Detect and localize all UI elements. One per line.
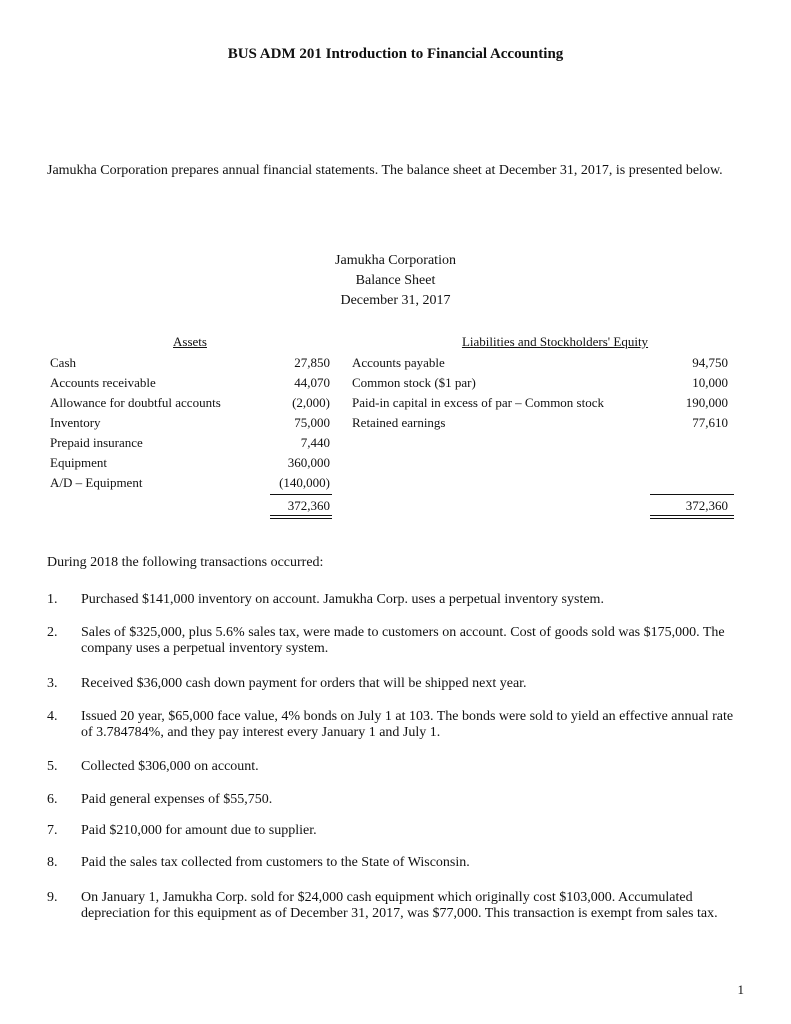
transaction-number: 4. — [47, 709, 58, 724]
transaction-text: Sales of $325,000, plus 5.6% sales tax, were made to customers on account. Cost of goods sold was $175,000. The company uses a perpetual inventory system. — [81, 625, 725, 656]
asset-label: Allowance for doubtful accounts — [50, 395, 221, 410]
assets-total-rule-bottom — [270, 515, 332, 516]
asset-amount: 7,440 — [300, 435, 330, 450]
transaction-text: Paid the sales tax collected from customers to the State of Wisconsin. — [81, 855, 470, 870]
transaction-number: 5. — [47, 759, 58, 774]
asset-label: Prepaid insurance — [50, 435, 143, 450]
asset-amount: 360,000 — [287, 455, 330, 470]
asset-row — [50, 473, 350, 493]
transaction-text: Issued 20 year, $65,000 face value, 4% bonds on July 1 at 103. The bonds were sold to yield an effective annual rate of 3.784784%, and they pay interest every January 1 and July 1. — [81, 709, 734, 740]
transaction-text: Paid $210,000 for amount due to supplier. — [81, 823, 317, 838]
liability-amount: 190,000 — [685, 395, 728, 410]
asset-label: Accounts receivable — [50, 375, 156, 390]
liability-amount: 10,000 — [692, 375, 728, 390]
liability-row — [352, 353, 732, 373]
asset-amount: (140,000) — [279, 475, 330, 490]
assets-heading: Assets — [173, 334, 207, 349]
transaction-text: Collected $306,000 on account. — [81, 759, 259, 774]
transaction-number: 7. — [47, 823, 58, 838]
asset-row — [50, 453, 350, 473]
liability-row — [352, 393, 732, 413]
asset-row — [50, 373, 350, 393]
transaction-text: Purchased $141,000 inventory on account. Jamukha Corp. uses a perpetual inventory system. — [81, 592, 604, 607]
asset-row — [50, 433, 350, 453]
liability-label: Retained earnings — [352, 415, 446, 430]
transaction-number: 8. — [47, 855, 58, 870]
course-title: BUS ADM 201 Introduction to Financial Accounting — [227, 46, 564, 62]
liability-label: Accounts payable — [352, 355, 445, 370]
assets-total-rule-top — [270, 494, 332, 495]
asset-label: Inventory — [50, 415, 101, 430]
asset-amount: 44,070 — [294, 375, 330, 390]
company-name: Jamukha Corporation — [335, 253, 456, 268]
transaction-number: 3. — [47, 676, 58, 691]
asset-row — [50, 393, 350, 413]
liabilities-total-rule-bottom — [650, 515, 734, 516]
liability-row — [352, 413, 732, 433]
statement-name: Balance Sheet — [355, 273, 436, 288]
transaction-text: Received $36,000 cash down payment for orders that will be shipped next year. — [81, 676, 527, 691]
assets-total: 372,360 — [287, 498, 330, 513]
page-number: 1 — [737, 982, 744, 997]
transaction-number: 1. — [47, 592, 58, 607]
asset-row — [50, 413, 350, 433]
transaction-number: 2. — [47, 625, 58, 640]
asset-label: Equipment — [50, 455, 108, 470]
liabilities-total-rule-double — [650, 518, 734, 519]
assets-section — [50, 353, 350, 493]
liability-row — [352, 373, 732, 393]
assets-total-rule-double — [270, 518, 332, 519]
liability-amount: 94,750 — [692, 355, 728, 370]
liability-label: Paid-in capital in excess of par – Common stock — [352, 395, 605, 410]
intro-paragraph: Jamukha Corporation prepares annual financial statements. The balance sheet at December 31, 2017, is presented below. — [47, 163, 723, 178]
liabilities-heading: Liabilities and Stockholders' Equity — [461, 334, 649, 349]
asset-row — [50, 353, 350, 373]
transaction-text: On January 1, Jamukha Corp. sold for $24,000 cash equipment which originally cost $103,000. Accumulated depreciation for this equipment as of December 31, 2017, was $77,000. This transaction is exempt from sales tax. — [81, 890, 718, 921]
asset-label: A/D – Equipment — [50, 475, 143, 490]
transaction-number: 9. — [47, 890, 58, 905]
asset-amount: (2,000) — [292, 395, 330, 410]
transaction-number: 6. — [47, 792, 58, 807]
transaction-text: Paid general expenses of $55,750. — [81, 792, 273, 807]
liability-amount: 77,610 — [692, 415, 728, 430]
liabilities-section — [352, 353, 732, 433]
asset-amount: 75,000 — [294, 415, 330, 430]
liabilities-total: 372,360 — [685, 498, 728, 513]
statement-date: December 31, 2017 — [340, 293, 451, 308]
liability-label: Common stock ($1 par) — [352, 375, 476, 390]
liabilities-total-rule-top — [650, 494, 734, 495]
asset-label: Cash — [50, 355, 76, 370]
asset-amount: 27,850 — [294, 355, 330, 370]
transactions-intro: During 2018 the following transactions occurred: — [47, 555, 324, 570]
